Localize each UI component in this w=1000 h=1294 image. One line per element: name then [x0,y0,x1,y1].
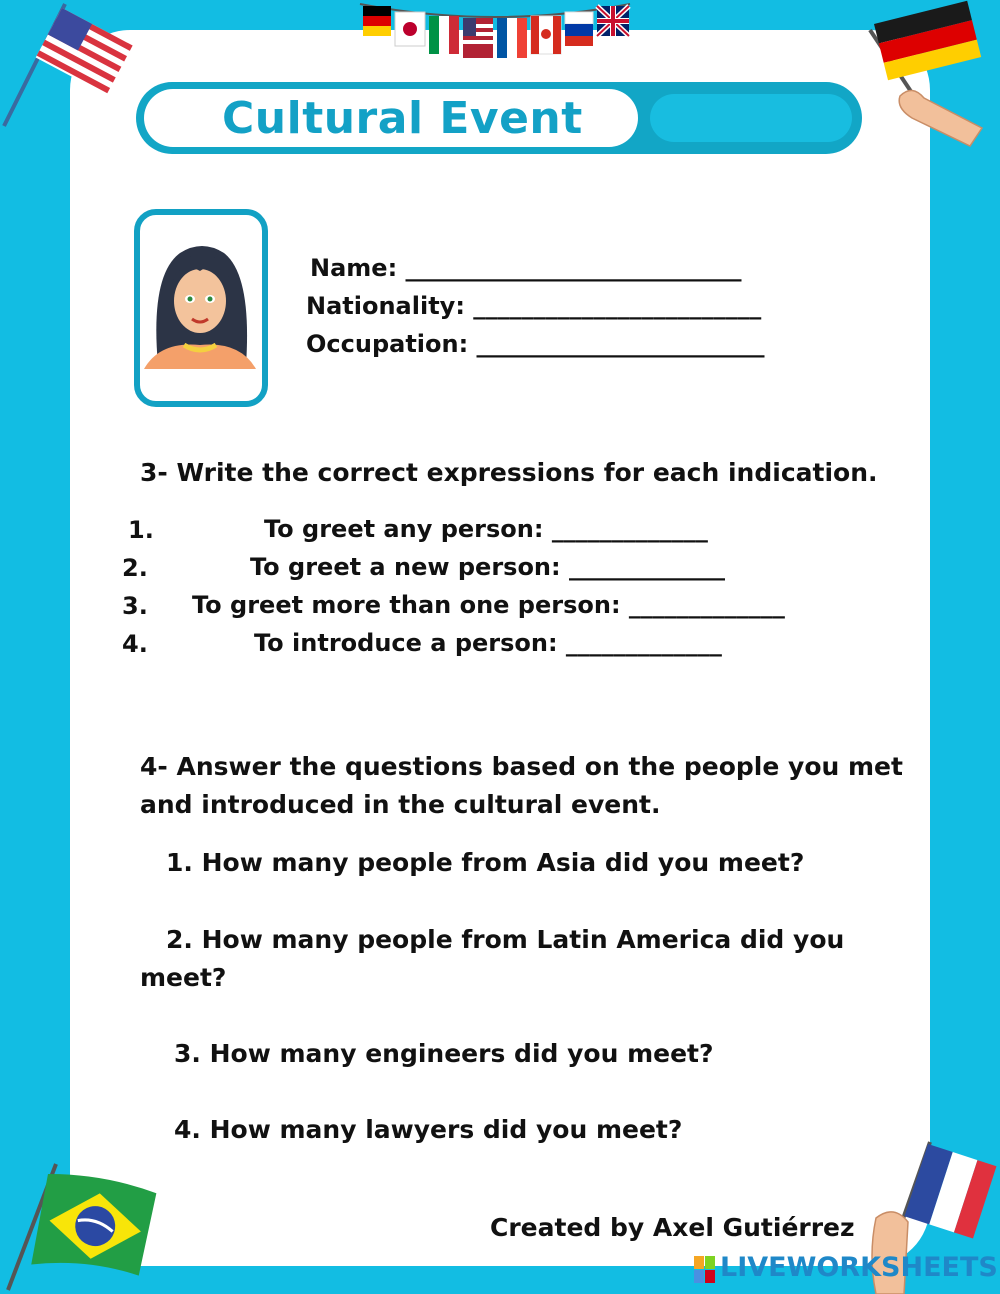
liveworksheets-watermark[interactable]: LIVEWORKSHEETS [720,1252,998,1283]
canada-pennant [531,16,561,54]
section3-item-number: 3. [122,592,148,620]
occupation-label: Occupation: [306,330,469,358]
section3-item-3[interactable]: To greet more than one person: _____________ [192,591,785,619]
name-field [310,254,742,282]
nationality-label: Nationality: [306,292,465,320]
section3-item-number: 2. [122,554,148,582]
occupation-blank[interactable]: ________________________ [476,330,765,358]
liveworksheets-logo-icon [694,1256,716,1284]
name-blank[interactable]: ____________________________ [405,254,742,282]
section3-item-2[interactable]: To greet a new person: _____________ [250,553,725,581]
germany-pennant [363,6,391,36]
question-2-line2: meet? [140,963,227,992]
brazil-flag-icon [0,1160,170,1294]
uk-pennant [597,6,629,36]
japan-pennant [395,12,425,46]
section3-item-number: 1. [128,516,154,544]
name-label: Name: [310,254,398,282]
page-title: Cultural Event [222,93,583,144]
section4-heading-line1: 4- Answer the questions based on the people you met [140,752,903,781]
profile-photo-frame [134,209,268,407]
usa-flag-icon [0,0,150,130]
italy-pennant [429,16,459,54]
france-pennant [497,18,527,58]
russia-pennant [565,12,593,46]
avatar [140,215,262,401]
section3-item-1[interactable]: To greet any person: _____________ [264,515,708,543]
title-banner-accent [650,94,852,142]
usa-pennant [463,18,493,58]
occupation-field [306,330,765,358]
nationality-blank[interactable]: ________________________ [473,292,762,320]
author-credit: Created by Axel Gutiérrez [490,1213,855,1242]
question-4: 4. How many lawyers did you meet? [174,1115,683,1144]
germany-flag-icon [862,0,1000,150]
question-2-line1: 2. How many people from Latin America did you [166,925,845,954]
nationality-field [306,292,761,320]
section3-item-number: 4. [122,630,148,658]
question-3: 3. How many engineers did you meet? [174,1039,714,1068]
bunting-flags [355,0,635,62]
question-1: 1. How many people from Asia did you meet? [166,848,805,877]
section3-heading: 3- Write the correct expressions for each indication. [140,458,878,487]
section3-item-4[interactable]: To introduce a person: _____________ [254,629,722,657]
section4-heading-line2: and introduced in the cultural event. [140,790,661,819]
